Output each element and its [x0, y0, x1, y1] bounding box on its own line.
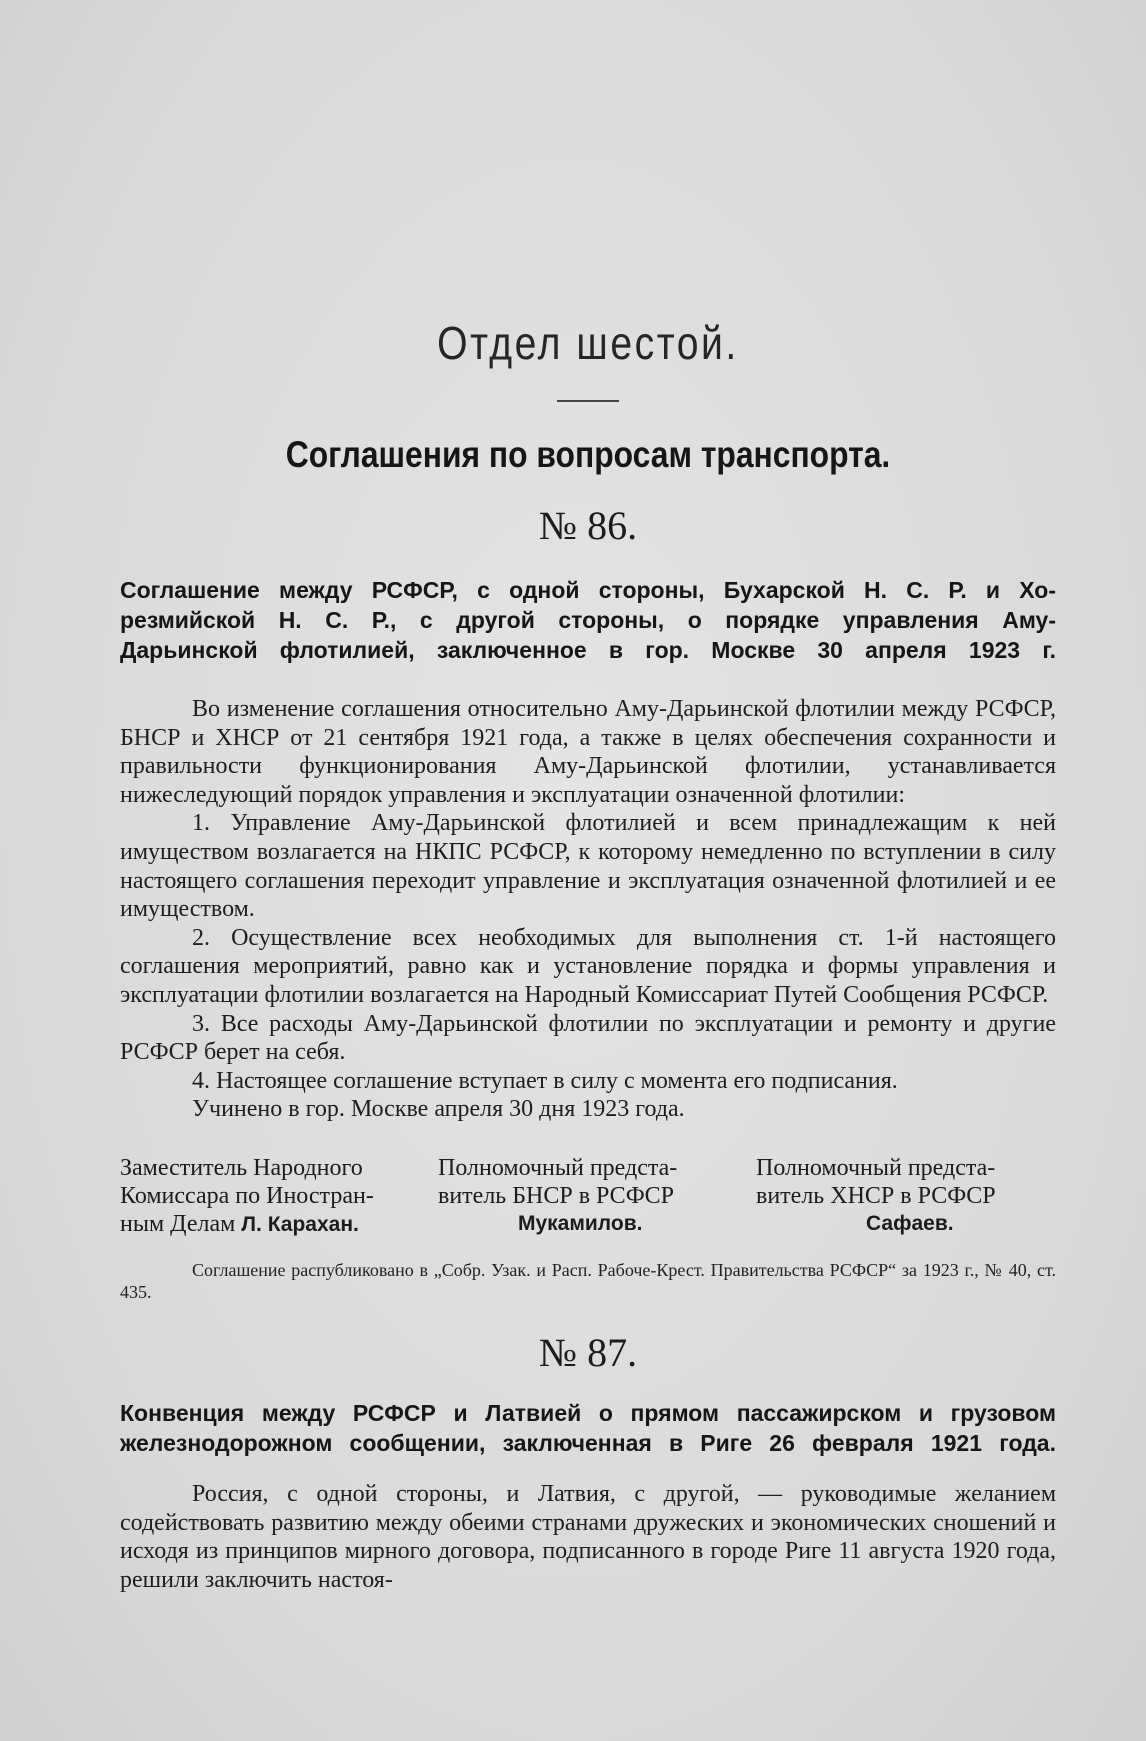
signatory-title-line: Полномочный предста- — [438, 1154, 678, 1181]
doc87-heading-line: железнодорожном сообщении, заключенная в Риге 26 февраля 1921 года. — [120, 1429, 1056, 1456]
doc86-number: № 86. — [538, 503, 638, 548]
topic-title: Соглашения по вопросам транспорта. — [285, 434, 891, 475]
signatory-rsfsr — [120, 1154, 438, 1239]
doc86-footnote: Соглашение распубликовано в „Собр. Узак. и Расп. Рабоче-Крест. Правительства РСФСР“ за 1923 г., № 40, ст. 435. — [120, 1259, 1056, 1302]
signatory-title-line: ным Делам — [120, 1210, 236, 1237]
doc86-article-4: 4. Настоящее соглашение вступает в силу с момента его подписания. — [192, 1067, 898, 1094]
signatory-bnsr — [438, 1154, 756, 1239]
signatory-khnsr — [756, 1154, 1056, 1239]
doc86-preamble: Во изменение соглашения относительно Аму-Дарьинской флотилии между РСФСР, БНСР и ХНСР от 21 сентября 1921 года, а также в целях обеспечения сохранности и правильности функционирования Аму-Дарьинской флотилии, устанавливается нижеследующий порядок управления и эксплуатации означенной флотилии: — [120, 696, 1056, 808]
doc87-number: № 87. — [538, 1329, 638, 1375]
doc86-article-3: 3. Все расходы Аму-Дарьинской флотилии по эксплуатации и ремонту и другие РСФСР берет на себя. — [120, 1010, 1056, 1066]
signatory-title-last-line — [120, 1210, 438, 1239]
section-title: Отдел шестой. — [437, 317, 739, 369]
signatory-name: Сафаев. — [866, 1211, 954, 1235]
doc86-heading-line: Соглашение между РСФСР, с одной стороны, Бухарской Н. С. Р. и Хо- — [120, 577, 1056, 603]
reverse-side-bleed-through — [120, 128, 1050, 158]
doc86-heading-line: Дарьинской флотилией, заключенное в гор. Москве 30 апреля 1923 г. — [120, 637, 1056, 663]
doc87-heading — [120, 1398, 1056, 1458]
doc86-article-2: 2. Осуществление всех необходимых для выполнения ст. 1-й настоящего соглашения мероприятий, равно как и установление порядка и формы управления и эксплуатации флотилии возлагается на Народный Комиссариат Путей Сообщения РСФСР. — [120, 924, 1056, 1008]
doc87-preamble: Россия, с одной стороны, и Латвия, с другой, — руководимые желанием содействовать развитию между обеими странами дружеских и экономических сношений и исходя из принципов мирного договора, подписанного в городе Риге 11 августа 1920 года, решили заключить настоя- — [120, 1480, 1056, 1593]
signatory-title-line: витель БНСР в РСФСР — [438, 1182, 675, 1209]
doc87-heading-line: Конвенция между РСФСР и Латвией о прямом пассажирском и грузовом — [120, 1399, 1056, 1426]
signatory-title-line: витель ХНСР в РСФСР — [756, 1182, 996, 1209]
signatures — [120, 1154, 1056, 1239]
signatory-title-line: Полномочный предста- — [756, 1154, 996, 1181]
doc86-heading — [120, 575, 1056, 665]
page-content — [120, 316, 1056, 1594]
signatory-name: Л. Карахан. — [241, 1212, 359, 1236]
doc86-article-1: 1. Управление Аму-Дарьинской флотилией и всем принадлежащим к ней имуществом возлагается на НКПС РСФСР, к которому немедленно по вступлении в силу настоящего соглашения переходит управление и эксплуатация означенной флотилией и ее имуществом. — [120, 810, 1056, 923]
doc86-heading-line: резмийской Н. С. Р., с другой стороны, о порядке управления Аму- — [120, 607, 1056, 633]
title-rule — [557, 400, 619, 402]
doc86-done-at: Учинено в гор. Москве апреля 30 дня 1923 года. — [192, 1096, 685, 1123]
signatory-title-line: Комиссара по Иностран- — [120, 1182, 374, 1209]
signatory-title-line: Заместитель Народного — [120, 1154, 363, 1181]
signatory-name: Мукамилов. — [518, 1211, 643, 1235]
